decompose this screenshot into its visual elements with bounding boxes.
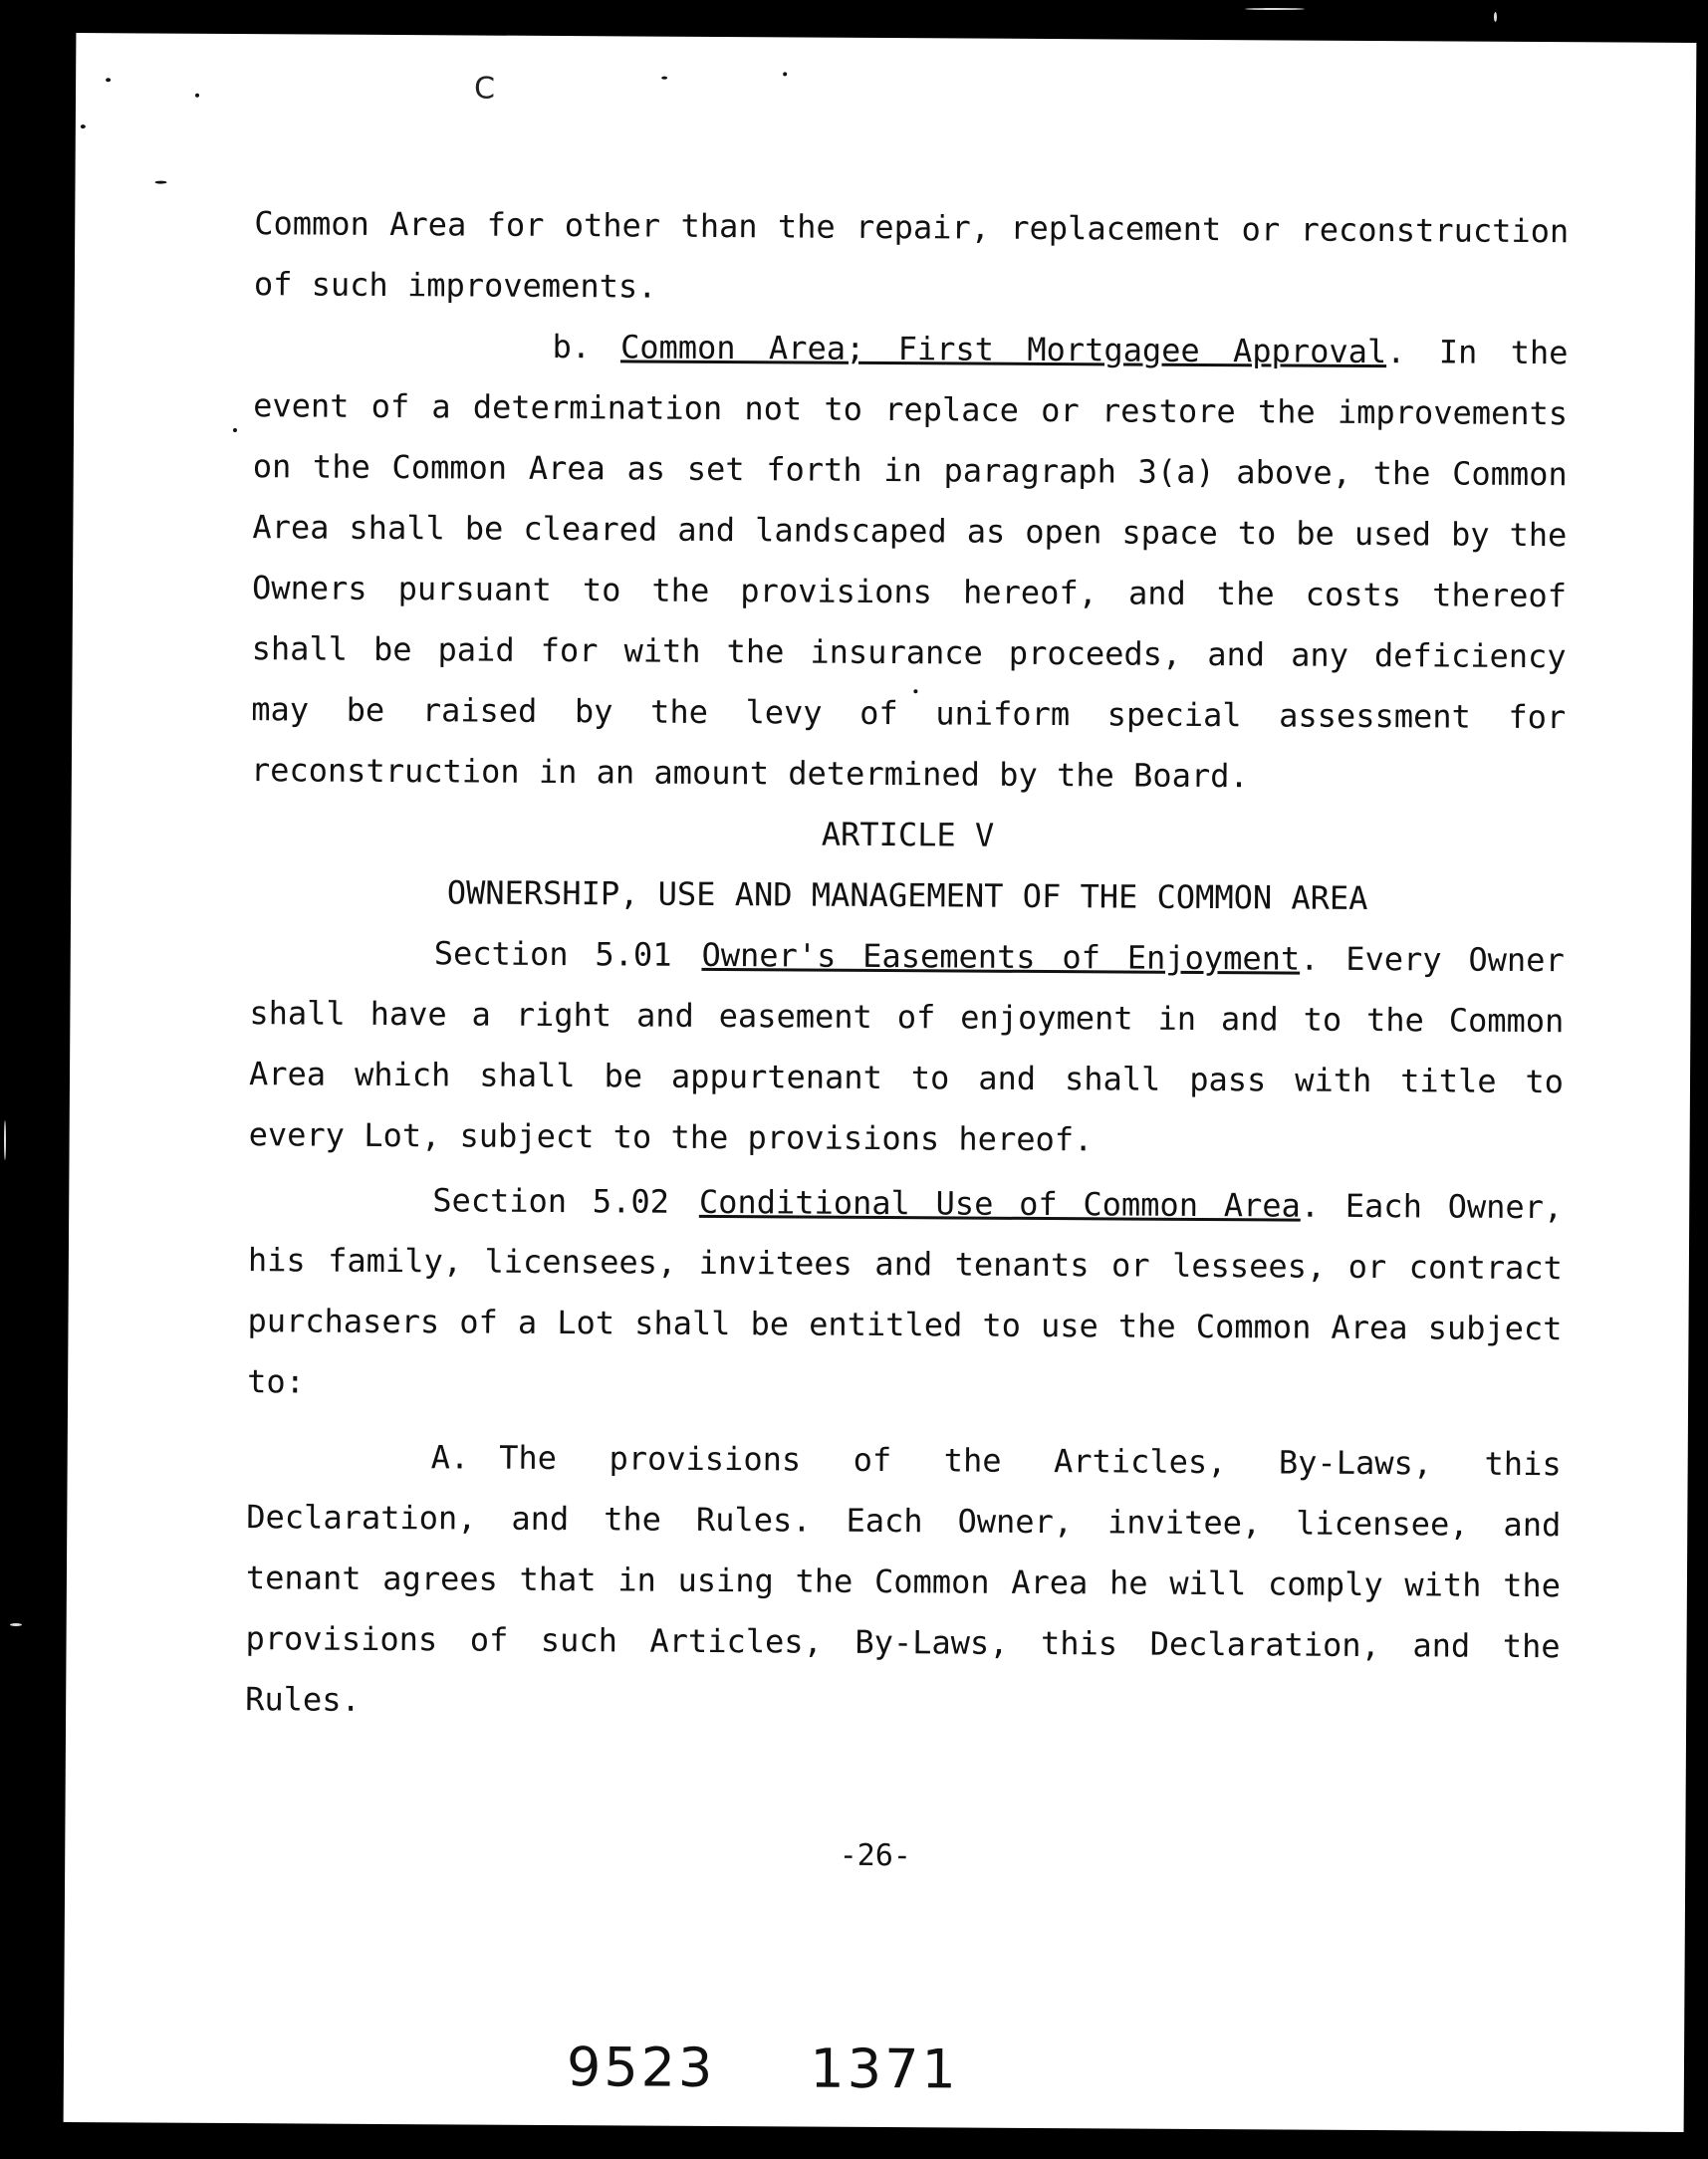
scan-artifact — [10, 1623, 22, 1626]
scan-artifact — [1494, 12, 1497, 22]
section-5-02 — [247, 1169, 1563, 1420]
item-a — [245, 1426, 1562, 1738]
section-5-01-number: Section 5.01 — [433, 934, 672, 974]
scan-speck — [661, 77, 667, 80]
filing-stamp — [567, 2036, 959, 2100]
scan-speck — [195, 94, 199, 98]
scan-speck — [783, 72, 787, 76]
article-title: ARTICLE V — [821, 815, 995, 854]
item-a-marker: A. — [430, 1438, 470, 1477]
stamp-left-number: 9523 — [566, 2036, 716, 2100]
section-5-02-number: Section 5.02 — [432, 1181, 670, 1221]
scan-speck — [106, 78, 111, 82]
scan-speck — [81, 124, 86, 128]
document-body — [245, 193, 1569, 1738]
page-number: -26- — [839, 1837, 911, 1874]
document-page — [64, 33, 1697, 2132]
paragraph-continuation: Common Area for other than the repair, replacement or reconstruction of such improvements. — [253, 204, 1570, 306]
scan-artifact — [4, 1120, 6, 1160]
scan-speck — [154, 181, 166, 184]
stamp-right-number: 1371 — [810, 2037, 960, 2101]
scan-artifact — [1245, 8, 1305, 10]
paragraph-b-heading: Common Area; First Mortgagee Approval — [619, 328, 1387, 371]
section-5-02-heading: Conditional Use of Common Area — [698, 1182, 1301, 1225]
item-a-text: The provisions of the Articles, By-Laws, this Declaration, and the Rules. Each Owner, invitee, licensee, and tenant agrees that in using the Common Area he will comply with the provisions of such Articles, By-Laws, this Declaration, and the Rules. — [245, 1438, 1562, 1719]
section-5-02-text: . Each Owner, his family, licensees, invitees and tenants or lessees, or contract purchasers of a Lot shall be entitled to use the Common Area subject to: — [247, 1186, 1564, 1401]
article-subtitle: OWNERSHIP, USE AND MANAGEMENT OF THE COMMON AREA — [446, 873, 1368, 917]
paragraph-b — [251, 315, 1569, 809]
section-5-01-heading: Owner's Easements of Enjoyment — [701, 935, 1301, 978]
paragraph-b-marker: b. — [552, 327, 592, 366]
scan-speck — [233, 428, 237, 432]
paragraph-b-text: . In the event of a determination not to replace or restore the improvements on the Common Area as set forth in paragraph 3(a) above, the Common Area shall be cleared and landscaped as open space to be used by the Owners pursuant to the provisions hereof, and the costs thereof shall be paid for with the insurance proceeds, and any deficiency may be raised by the levy of uniform special assessment for reconstruction in an amount determined by the Board. — [250, 333, 1569, 796]
section-5-01 — [248, 922, 1564, 1173]
corner-mark: C — [473, 71, 496, 107]
section-5-01-text: . Every Owner shall have a right and easement of enjoyment in and to the Common Area which shall be appurtenant to and shall pass with title to every Lot, subject to the provisions hereof. — [248, 939, 1565, 1159]
